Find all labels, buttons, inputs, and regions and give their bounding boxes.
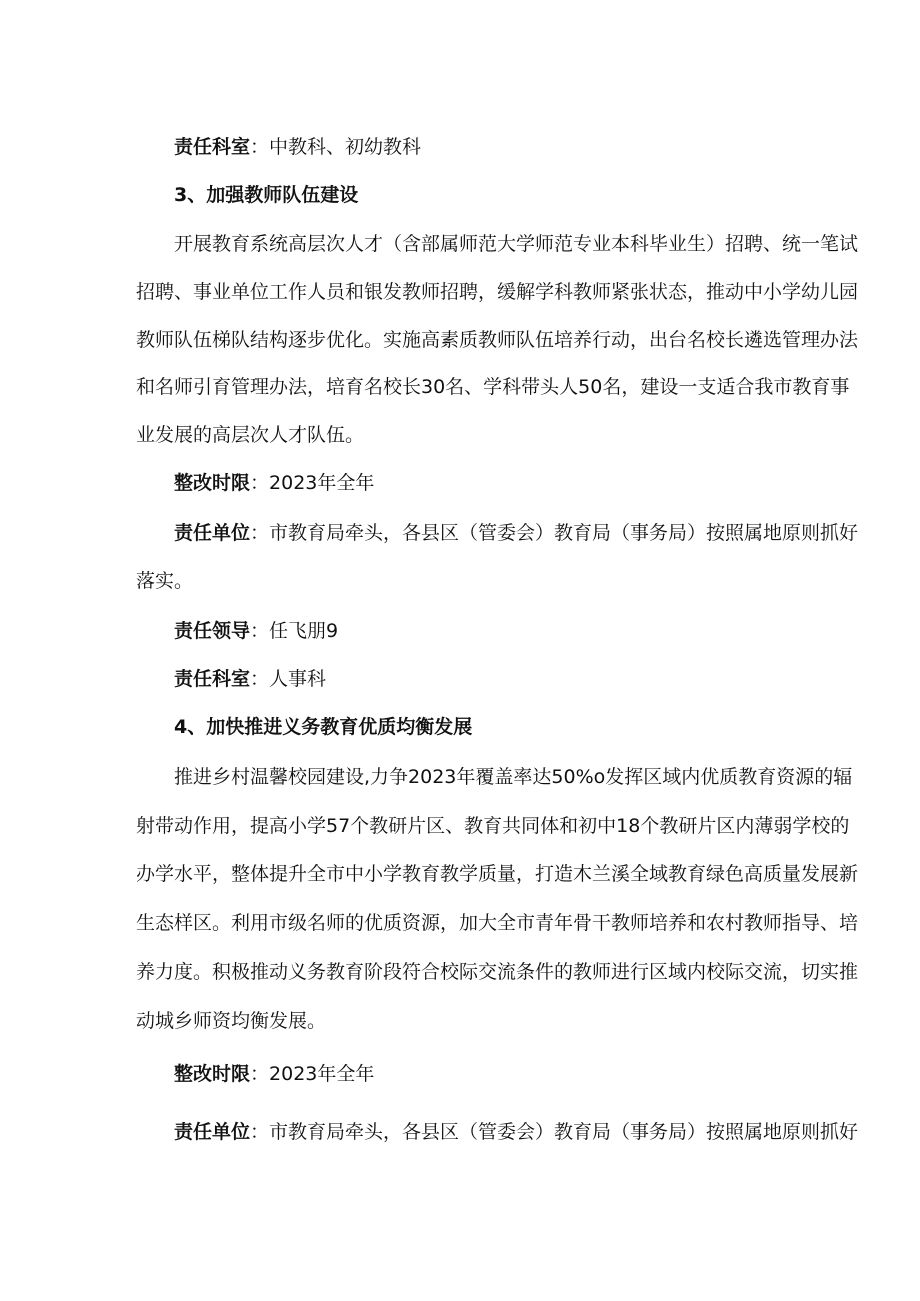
- item3-unit-line: [174, 521, 858, 545]
- item4-unit-value: ：市教育局牵头，各县区（管委会）教育局（事务局）按照属地原则抓好: [250, 1121, 859, 1143]
- item3-body-line: 和名师引育管理办法，培育名校长30名、学科带头人50名，建设一支适合我市教育事: [136, 376, 850, 398]
- item4-body-line: 动城乡师资均衡发展。: [136, 1010, 327, 1032]
- item4-body-line: 生态样区。利用市级名师的优质资源，加大全市青年骨干教师培养和农村教师指导、培: [136, 912, 859, 934]
- item3-leader-line: [174, 619, 338, 643]
- item3-unit-value: ：市教育局牵头，各县区（管委会）教育局（事务局）按照属地原则抓好: [250, 522, 859, 544]
- item3-deadline-value: ：2023年全年: [250, 472, 375, 494]
- item3-unit-label: 责任单位: [174, 522, 251, 544]
- item3-dept-line: [174, 667, 326, 691]
- item4-body-line: 推进乡村温馨校园建设,力争2023年覆盖率达50%o发挥区域内优质教育资源的辐: [174, 766, 853, 788]
- item4-deadline-label: 整改时限: [174, 1063, 251, 1085]
- item4-unit-line: [174, 1120, 858, 1144]
- item3-body-line: 开展教育系统高层次人才（含部属师范大学师范专业本科毕业生）招聘、统一笔试: [174, 233, 859, 255]
- item2-dept-value: ：中教科、初幼教科: [250, 136, 422, 158]
- item3-dept-label: 责任科室: [174, 668, 251, 690]
- item3-body-line: 招聘、事业单位工作人员和银发教师招聘，缓解学科教师紧张状态，推动中小学幼儿园: [136, 281, 859, 303]
- item3-deadline-line: [174, 471, 374, 495]
- item4-body-line: 射带动作用，提高小学57个教研片区、教育共同体和初中18个教研片区内薄弱学校的: [136, 815, 850, 837]
- item3-leader-label: 责任领导: [174, 620, 251, 642]
- item4-unit-label: 责任单位: [174, 1121, 251, 1143]
- item3-body-line: 教师队伍梯队结构逐步优化。实施高素质教师队伍培养行动，出台名校长遴选管理办法: [136, 329, 859, 351]
- item2-dept-line: [174, 135, 421, 159]
- item3-dept-value: ：人事科: [250, 668, 327, 690]
- item3-heading: 3、加强教师队伍建设: [174, 184, 359, 206]
- item3-deadline-label: 整改时限: [174, 472, 251, 494]
- item4-body-line: 办学水平，整体提升全市中小学教育教学质量，打造木兰溪全域教育绿色高质量发展新: [136, 863, 859, 885]
- item3-body-line: 业发展的高层次人才队伍。: [136, 424, 365, 446]
- item4-heading: 4、加快推进义务教育优质均衡发展: [174, 716, 473, 738]
- item4-body-line: 养力度。积极推动义务教育阶段符合校际交流条件的教师进行区域内校际交流，切实推: [136, 961, 859, 983]
- item4-deadline-line: [174, 1062, 374, 1086]
- item3-leader-value: ：任飞朋9: [250, 620, 339, 642]
- item4-deadline-value: ：2023年全年: [250, 1063, 375, 1085]
- item2-dept-label: 责任科室: [174, 136, 251, 158]
- item3-unit-value-cont: 落实。: [136, 570, 194, 592]
